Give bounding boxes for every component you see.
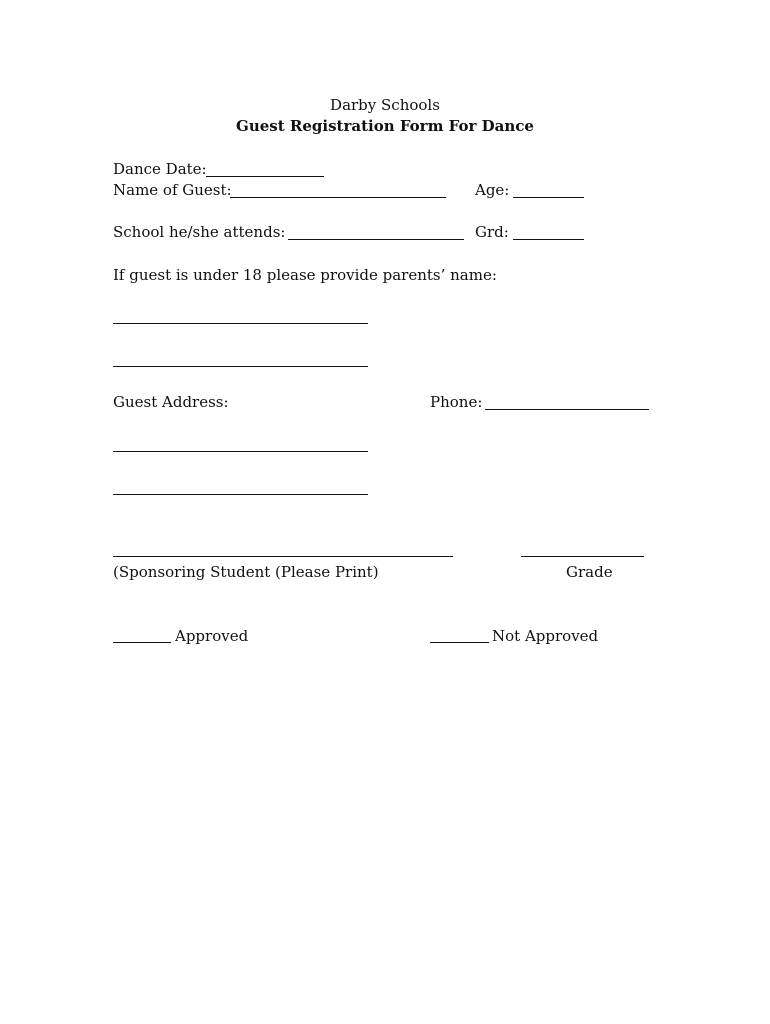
phone-field[interactable] xyxy=(485,409,649,410)
sponsor-grade-label: Grade xyxy=(566,563,613,581)
parent-name-field-2[interactable] xyxy=(113,366,368,367)
age-field[interactable] xyxy=(513,197,584,198)
guest-name-label: Name of Guest: xyxy=(113,181,232,199)
guest-name-field[interactable] xyxy=(230,197,446,198)
school-name: Darby Schools xyxy=(330,96,440,114)
dance-date-label: Dance Date: xyxy=(113,160,207,178)
parent-name-field-1[interactable] xyxy=(113,323,368,324)
dance-date-field[interactable] xyxy=(206,176,324,177)
sponsor-name-field[interactable] xyxy=(113,556,453,557)
grade-short-field[interactable] xyxy=(513,239,584,240)
phone-label: Phone: xyxy=(430,393,483,411)
address-field-2[interactable] xyxy=(113,494,368,495)
age-label: Age: xyxy=(475,181,510,199)
grade-short-label: Grd: xyxy=(475,223,509,241)
not-approved-label: Not Approved xyxy=(492,627,599,645)
form-title: Guest Registration Form For Dance xyxy=(236,117,534,135)
not-approved-field[interactable] xyxy=(430,642,489,643)
approved-field[interactable] xyxy=(113,642,171,643)
approved-label: Approved xyxy=(175,627,249,645)
school-field[interactable] xyxy=(288,239,464,240)
address-label: Guest Address: xyxy=(113,393,229,411)
sponsor-grade-field[interactable] xyxy=(521,556,644,557)
parents-prompt: If guest is under 18 please provide parents’ name: xyxy=(113,266,497,284)
school-label: School he/she attends: xyxy=(113,223,286,241)
address-field-1[interactable] xyxy=(113,451,368,452)
sponsor-label: (Sponsoring Student (Please Print) xyxy=(113,563,379,581)
